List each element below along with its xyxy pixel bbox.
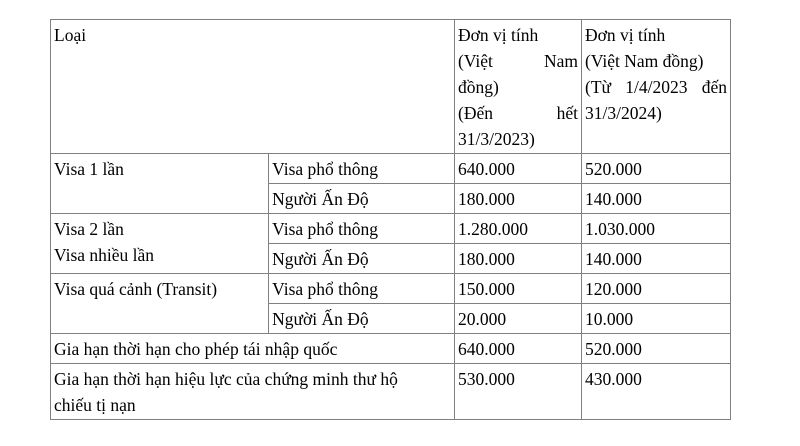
fee-new-cell: 1.030.000 [582, 214, 731, 244]
header-unit-line: Đơn vị tính [585, 25, 666, 45]
fee-new-cell: 520.000 [582, 334, 731, 364]
group-label [51, 274, 269, 334]
fee-old-cell: 20.000 [455, 304, 582, 334]
extension-label [51, 364, 455, 420]
header-unit-line: (Từ 1/4/2023 đến [585, 77, 727, 97]
sub-type-cell: Người Ấn Độ [269, 184, 455, 214]
header-unit-line: (Việt Nam [458, 51, 578, 71]
fee-new-cell: 120.000 [582, 274, 731, 304]
header-unit-line: đồng) [458, 77, 499, 97]
fee-old-cell: 640.000 [455, 154, 582, 184]
group-label-line: Visa 1 lần [54, 159, 124, 179]
header-unit-line: (Đến hết [458, 103, 578, 123]
header-row [51, 20, 731, 154]
table-row [51, 334, 731, 364]
header-loai: Loại [51, 20, 455, 154]
header-unit-line: 31/3/2024) [585, 103, 662, 123]
group-label [51, 214, 269, 274]
header-unit-line: (Việt Nam đồng) [585, 51, 704, 71]
fee-new-cell: 140.000 [582, 184, 731, 214]
table-row [51, 154, 731, 184]
sub-type-cell: Người Ấn Độ [269, 304, 455, 334]
group-label-line: Visa 2 lần [54, 219, 124, 239]
visa-fee-table [50, 19, 731, 420]
group-label [51, 154, 269, 214]
fee-new-cell: 140.000 [582, 244, 731, 274]
fee-new-cell: 10.000 [582, 304, 731, 334]
header-unit-line: 31/3/2023) [458, 129, 535, 149]
table-row [51, 274, 731, 304]
extension-label-text: Gia hạn thời hạn hiệu lực của chứng minh thư hộ chiếu tị nạn [54, 369, 398, 415]
fee-old-cell: 1.280.000 [455, 214, 582, 244]
fee-old-cell: 180.000 [455, 244, 582, 274]
sub-type-cell: Người Ấn Độ [269, 244, 455, 274]
table-row [51, 364, 731, 420]
fee-new-cell: 520.000 [582, 154, 731, 184]
sub-type-cell: Visa phổ thông [269, 274, 455, 304]
sub-type-cell: Visa phổ thông [269, 214, 455, 244]
sub-type-cell: Visa phổ thông [269, 154, 455, 184]
fee-old-cell: 180.000 [455, 184, 582, 214]
header-unit-from-2023 [582, 20, 731, 154]
header-unit-line: Đơn vị tính [458, 25, 539, 45]
fee-old-cell: 640.000 [455, 334, 582, 364]
table-row [51, 214, 731, 244]
header-unit-until-2023 [455, 20, 582, 154]
group-label-line: Visa quá cảnh (Transit) [54, 279, 218, 299]
extension-label: Gia hạn thời hạn cho phép tái nhập quốc [51, 334, 455, 364]
fee-old-cell: 150.000 [455, 274, 582, 304]
group-label-line: Visa nhiều lần [54, 245, 155, 265]
fee-new-cell: 430.000 [582, 364, 731, 420]
fee-old-cell: 530.000 [455, 364, 582, 420]
